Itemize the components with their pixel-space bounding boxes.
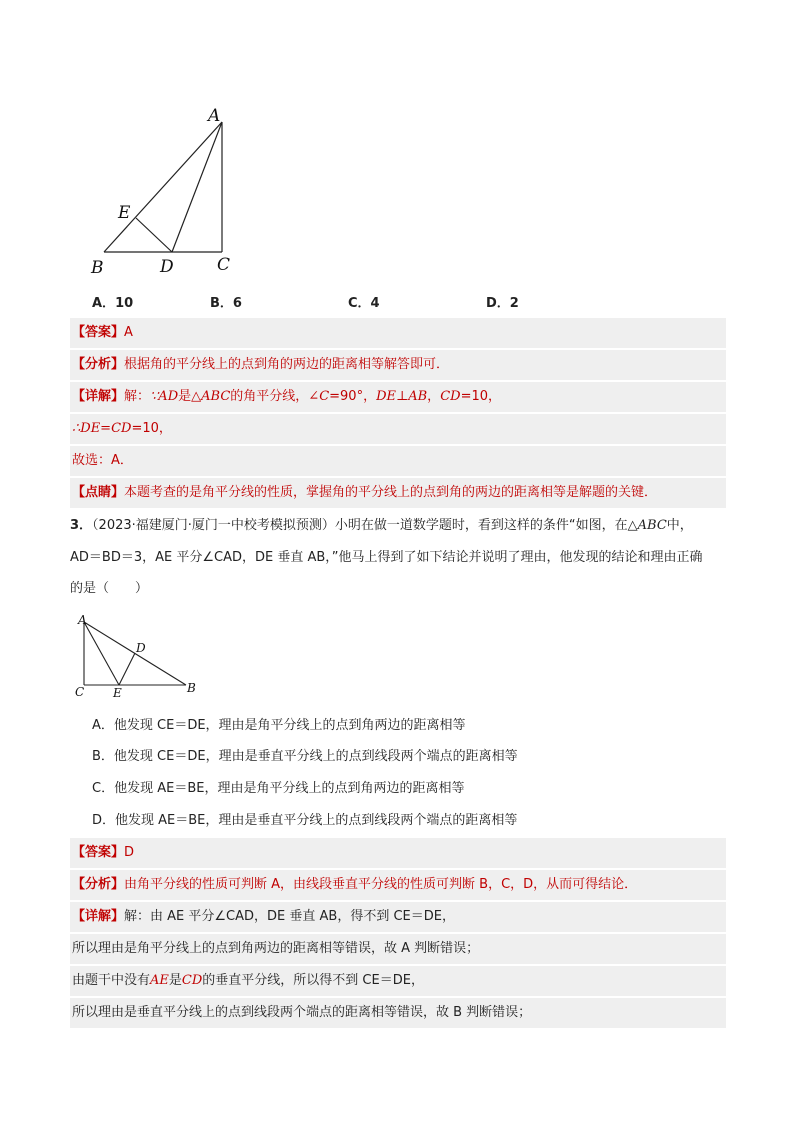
- q2-options: [92, 292, 612, 312]
- option-a[interactable]: A．10: [92, 296, 134, 311]
- segment-DE: [136, 218, 172, 252]
- option-d[interactable]: D．2: [486, 296, 519, 311]
- label-B: B: [187, 681, 196, 695]
- label-B: B: [91, 258, 104, 278]
- label-A: A: [78, 613, 87, 627]
- q3-stem-line-3: 的是（ ）: [70, 581, 149, 596]
- q2-therefore: ∴DE=CD=10，: [70, 414, 726, 444]
- q3-detail-line-2: 所以理由是角平分线上的点到角两边的距离相等错误，故 A 判断错误；: [70, 934, 726, 964]
- option-b[interactable]: B．6: [210, 296, 242, 311]
- label-E: E: [118, 203, 131, 223]
- q3-answer: 【答案】D: [70, 838, 726, 868]
- q3-detail-line-3: 由题干中没有AE是CD的垂直平分线，所以得不到 CE＝DE，: [70, 966, 726, 996]
- segment-AB: [104, 122, 222, 252]
- q2-choose: 故选：A．: [70, 446, 726, 476]
- q2-answer: 【答案】A: [70, 318, 726, 348]
- segment-AD: [172, 122, 222, 252]
- q3-choice-a[interactable]: A．他发现 CE＝DE，理由是角平分线上的点到角两边的距离相等: [92, 718, 466, 733]
- q3-stem-line-2: AD＝BD＝3，AE 平分∠CAD，DE 垂直 AB，”他马上得到了如下结论并说明了理由，他发现的结论和理由正确: [70, 550, 703, 565]
- label-C: C: [75, 685, 85, 699]
- q3-detail-line-4: 所以理由是垂直平分线上的点到线段两个端点的距离相等错误，故 B 判断错误；: [70, 998, 726, 1028]
- q2-detail: 【详解】解：∵AD是△ABC的角平分线，∠C=90°，DE⊥AB，CD=10，: [70, 382, 726, 412]
- label-D: D: [136, 641, 146, 655]
- q3-stem-line-1: 3．（2023·福建厦门·厦门一中校考模拟预测）小明在做一道数学题时，看到这样的条件“如图，在△ABC中，: [70, 518, 693, 533]
- q3-choice-b[interactable]: B．他发现 CE＝DE，理由是垂直平分线上的点到线段两个端点的距离相等: [92, 749, 518, 764]
- triangle-figure-2: [68, 610, 208, 700]
- label-C: C: [217, 255, 231, 275]
- triangle-figure-1: [80, 100, 250, 280]
- label-D: D: [160, 257, 174, 277]
- q3-choice-c[interactable]: C．他发现 AE＝BE，理由是角平分线上的点到角两边的距离相等: [92, 781, 465, 796]
- q2-comment: 【点睛】本题考查的是角平分线的性质，掌握角的平分线上的点到角的两边的距离相等是解题的关键．: [70, 478, 726, 508]
- q3-analysis: 【分析】由角平分线的性质可判断 A，由线段垂直平分线的性质可判断 B，C，D，从而可得结论．: [70, 870, 726, 900]
- label-E: E: [113, 686, 122, 700]
- label-A: A: [208, 106, 221, 126]
- option-c[interactable]: C．4: [348, 296, 380, 311]
- segment-AE: [84, 622, 119, 685]
- q2-analysis: 【分析】根据角的平分线上的点到角的两边的距离相等解答即可．: [70, 350, 726, 380]
- segment-DE: [119, 653, 135, 685]
- q3-detail: 【详解】解：由 AE 平分∠CAD，DE 垂直 AB，得不到 CE＝DE，: [70, 902, 726, 932]
- q3-choice-d[interactable]: D．他发现 AE＝BE，理由是垂直平分线上的点到线段两个端点的距离相等: [92, 813, 518, 828]
